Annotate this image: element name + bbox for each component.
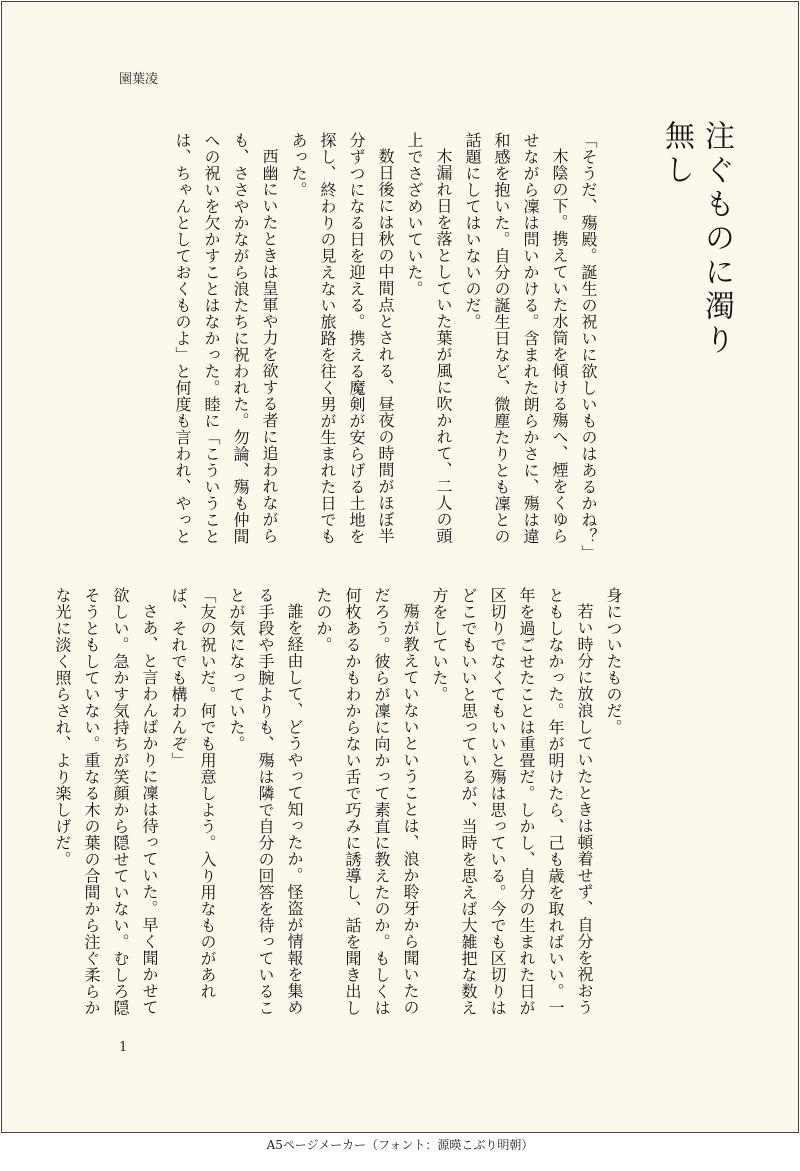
paragraph: 数日後には秋の中間点とされる、昼夜の時間がほぼ半分ずつになる日を迎える。携える魔剣が安らげる土地を探し、終わりの見えない旅路を往く男が生まれた日でもあった。 (289, 132, 395, 545)
paragraph: さあ、と言わんばかりに凜は待っていた。早く聞かせて欲しい。急かす気持ちが笑顔から隠せていない。むしろ隠そうともしていない。重なる木の葉の合間から注ぐ柔らかな光に淡く照らされ、より楽しげだ。 (53, 587, 159, 1016)
footer-credit: A5ページメーカー（フォント：源暎こぶり明朝） (266, 1138, 534, 1152)
paragraph: 木陰の下。携えていた水筒を傾ける殤へ、煙をくゆらせながら凜は問いかける。含まれた朗らかさに、殤は違和感を抱いた。自分の誕生日など、微塵たりとも凜との話題にしてはいないのだ。 (463, 132, 569, 545)
manuscript-page (1, 1, 799, 1133)
paragraph: 西幽にいたときは皇軍や力を欲する者に追われながらも、ささやかながら浪たちに祝われた。勿論、殤も仲間への祝いを欠かすことはなかった。睦に「こういうことは、ちゃんとしておくものよ」と何度も言われ、やっと (173, 132, 279, 545)
story-title: 注ぐものに濁り無し (659, 120, 734, 358)
paragraph: 木漏れ日を落としていた葉が風に吹かれて、二人の頭上でさざめいていた。 (405, 132, 453, 544)
text-block-top (113, 132, 603, 561)
paragraph: 「そうだ、殤殿。誕生の祝いに欲しいものはあるかね？」 (579, 132, 598, 561)
paragraph: 殤が教えていないということは、浪か聆牙から聞いたのだろう。彼らが凜に向かって素直に教えたのか。もしくは何枚あるかもわからない舌で巧みに誘導し、話を聞き出したのか。 (314, 587, 420, 1016)
text-block-bottom (53, 587, 628, 1019)
paragraph: 「友の祝いだ。何でも用意しよう。入り用なものがあれば、それでも構わんぞ」 (169, 587, 217, 1000)
paragraph: 誰を経由して、どうやって知ったか。怪盗が情報を集める手段や手腕よりも、殤は隣で自分の回答を待っていることが気になっていた。 (227, 587, 304, 1016)
paragraph: 身についたものだ。 (604, 587, 623, 736)
page-number: 1 (119, 1040, 128, 1055)
paragraph: 若い時分に放浪していたときは頓着せず、自分を祝おうともしなかった。年が明けたら、己も歳を取ればいい。一年を過ごせたことは重畳だ。しかし、自分の生まれた日が区切りでなくてもいいと殤は思っている。今でも区切りはどこでもいいと思っているが、当時を思えば大雑把な数え方をしていた。 (430, 587, 594, 1016)
author-name: 園葉凌 (119, 72, 159, 87)
